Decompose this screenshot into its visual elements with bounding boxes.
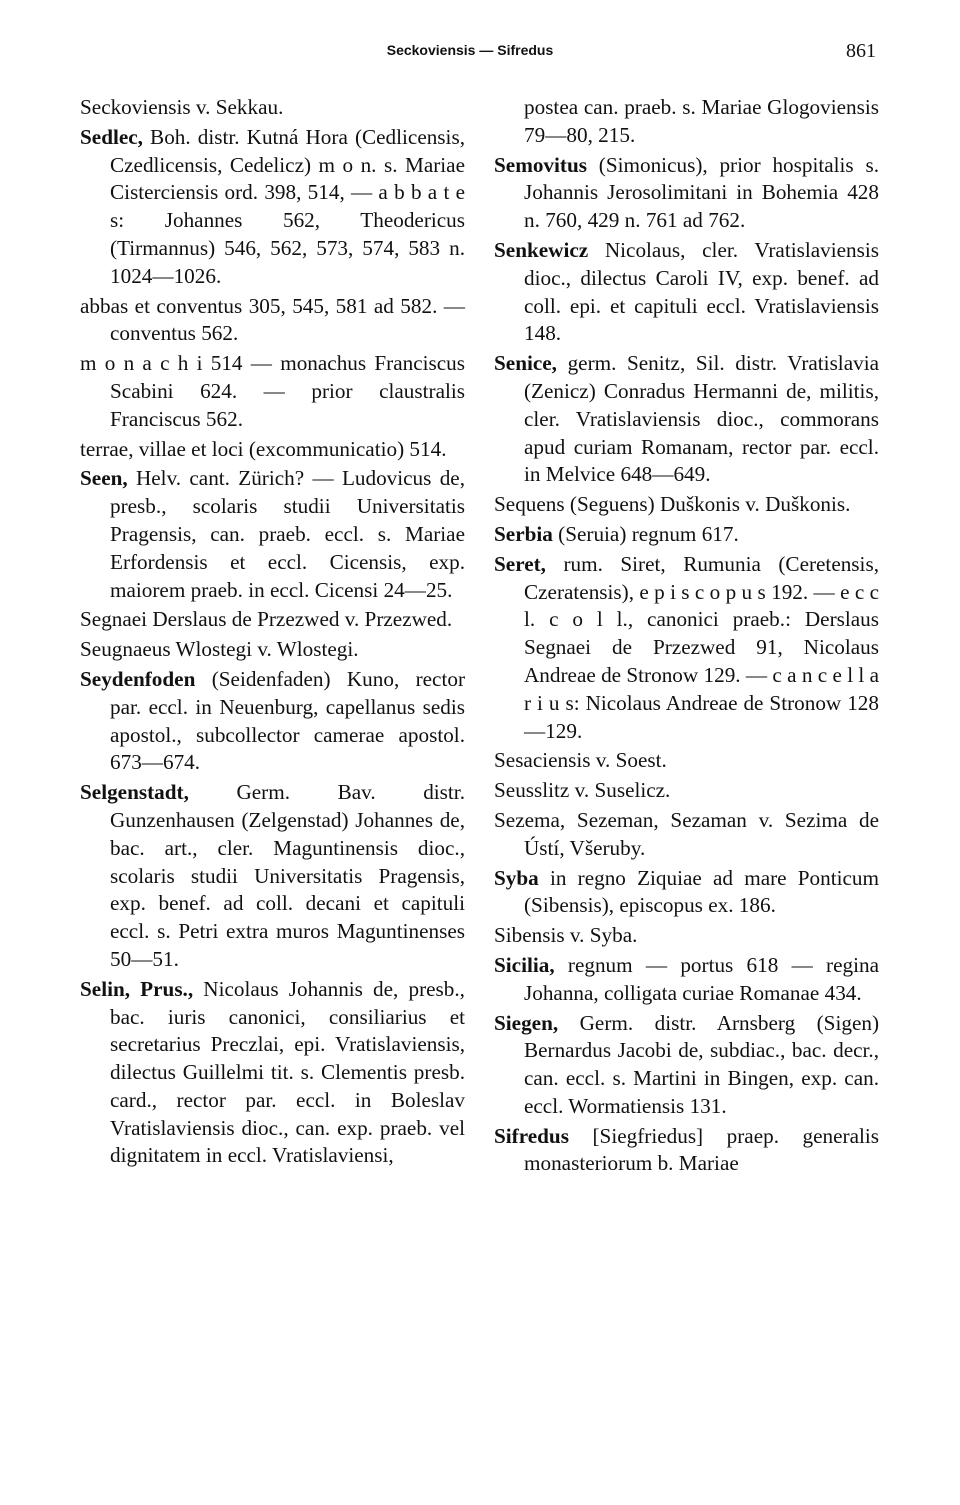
- index-entry: [494, 952, 879, 1008]
- index-entry: [80, 94, 465, 122]
- index-entry: [80, 124, 465, 291]
- index-entry: [494, 1123, 879, 1179]
- entry-text: Helv. cant. Zürich? — Ludovicus de, presb., scolaris studii Universitatis Pragensis, can. praeb. eccl. s. Mariae Erfordensis et eccl. Cicensis, exp. maiorem praeb. in eccl. Cicensi 24—25.: [110, 466, 465, 602]
- index-entry: [80, 350, 465, 433]
- index-entry: [494, 521, 879, 549]
- entry-text: Nicolaus, cler. Vratislaviensis dioc., dilectus Caroli IV, exp. benef. ad coll. epi. et capituli eccl. Vratislaviensis 148.: [524, 237, 879, 346]
- index-entry: [494, 922, 879, 950]
- entry-text: m o n a c h i 514 — monachus Franciscus Scabini 624. — prior claustralis Franciscus 562.: [80, 351, 465, 431]
- entry-lemma: Seret,: [494, 551, 546, 576]
- entry-lemma: Sifredus: [494, 1123, 569, 1148]
- left-column: [80, 94, 465, 1172]
- index-entry: [80, 636, 465, 664]
- entry-text: Germ. distr. Arnsberg (Sigen) Bernardus Jacobi de, subdiac., bac. decr., can. eccl. s. Martini in Bingen, exp. can. eccl. Wormatiensis 131.: [524, 1010, 879, 1118]
- entry-text: Sibensis v. Syba.: [494, 923, 638, 948]
- index-entry: [80, 976, 465, 1171]
- entry-text: postea can. praeb. s. Mariae Glogoviensis 79—80, 215.: [524, 95, 879, 147]
- entry-lemma: Siegen,: [494, 1010, 559, 1035]
- index-entry: [80, 779, 465, 974]
- entry-text: Germ. Bav. distr. Gunzenhausen (Zelgenstad) Johannes de, bac. art., cler. Maguntinensis dioc., scolaris studii Universitatis Pragensis, exp. benef. ad coll. decani et capituli eccl. s. Petri extra muros Maguntinenses 50—51.: [110, 780, 465, 971]
- entry-text: Nicolaus Johannis de, presb., bac. iuris canonici, consiliarius et secretarius Preczlai, epi. Vratislaviensis, dilectus Guillelmi tit. s. Clementis presb. card., rector par. eccl. in Boleslav Vratislaviensis dioc., can. exp. praeb. vel dignitatem in eccl. Vratislaviensi,: [110, 976, 465, 1168]
- index-entry: [494, 491, 879, 519]
- index-entry: [494, 94, 879, 150]
- entry-lemma: Semovitus: [494, 152, 587, 177]
- entry-lemma: Serbia: [494, 521, 553, 546]
- entry-text: Seusslitz v. Suselicz.: [494, 778, 671, 803]
- index-entry: [80, 436, 465, 464]
- entry-lemma: Selgenstadt,: [80, 780, 189, 805]
- entry-text: Sequens (Seguens) Duškonis v. Duškonis.: [494, 492, 851, 517]
- entry-text: Seckoviensis v. Sekkau.: [80, 95, 284, 119]
- right-column: [494, 94, 879, 1180]
- entry-lemma: Sedlec,: [80, 124, 143, 149]
- entry-lemma: Senice,: [494, 351, 557, 376]
- entry-text: (Simonicus), prior hospitalis s. Johannis Jerosolimitani in Bohemia 428 n. 760, 429 n. 761 ad 762.: [524, 152, 879, 233]
- entry-text: regnum — portus 618 — regina Johanna, colligata curiae Romanae 434.: [524, 952, 879, 1005]
- entry-text: terrae, villae et loci (excommunicatio) 514.: [80, 436, 447, 461]
- index-entry: [494, 350, 879, 489]
- entry-text: Sesaciensis v. Soest.: [494, 748, 667, 773]
- index-entry: [80, 293, 465, 349]
- index-entry: [494, 152, 879, 235]
- entry-text: germ. Senitz, Sil. distr. Vratislavia (Zenicz) Conradus Hermanni de, militis, cler. Vratislaviensis dioc., commorans apud curiam Romanam, rector par. eccl. in Melvice 648—649.: [524, 351, 879, 487]
- entry-text: in regno Ziquiae ad mare Ponticum (Sibensis), episcopus ex. 186.: [524, 865, 879, 918]
- entry-text: Segnaei Derslaus de Przezwed v. Przezwed.: [80, 607, 453, 632]
- index-entry: [494, 747, 879, 775]
- index-entry: [494, 237, 879, 348]
- entry-text: Sezema, Sezeman, Sezaman v. Sezima de Ústí, Všeruby.: [494, 807, 879, 860]
- entry-text: rum. Siret, Rumunia (Ceretensis, Czeratensis), e p i s c o p u s 192. — e c c l. c o l l., canonici praeb.: Derslaus Segnaei de Przezwed 91, Nicolaus Andreae de Stronow 129. — c a n c e l l a r i u s: Nicolaus Andreae de Stronow 128—129.: [524, 551, 879, 743]
- index-entry: [80, 606, 465, 634]
- entry-lemma: Seydenfoden: [80, 666, 196, 691]
- entry-text: [Siegfriedus] praep. generalis monasteriorum b. Mariae: [524, 1123, 879, 1176]
- index-entry: [80, 666, 465, 777]
- header-title: Seckoviensis — Sifredus: [386, 42, 554, 58]
- page-number: 861: [846, 40, 876, 62]
- entry-text: (Seidenfaden) Kuno, rector par. eccl. in Neuenburg, capellanus sedis apostol., subcollector camerae apostol. 673—674.: [110, 666, 465, 775]
- entry-text: (Seruia) regnum 617.: [552, 521, 739, 546]
- index-entry: [80, 465, 465, 604]
- entry-lemma: Selin, Prus.,: [80, 976, 194, 1001]
- running-head: [0, 38, 960, 68]
- entry-lemma: Syba: [494, 865, 539, 890]
- index-entry: [494, 807, 879, 863]
- index-entry: [494, 865, 879, 921]
- entry-text: Boh. distr. Kutná Hora (Cedlicensis, Czedlicensis, Cedelicz) m o n. s. Mariae Cisterciensis ord. 398, 514, — a b b a t e s: Johannes 562, Theodericus (Tirmannus) 546, 562, 573, 574, 583 n. 1024—1026.: [110, 124, 465, 288]
- entry-lemma: Seen,: [80, 466, 128, 491]
- entry-lemma: Senkewicz: [494, 237, 589, 262]
- entry-lemma: Sicilia,: [494, 952, 555, 977]
- index-entry: [494, 551, 879, 746]
- index-entry: [494, 777, 879, 805]
- entry-text: Seugnaeus Wlostegi v. Wlostegi.: [80, 637, 359, 662]
- entry-text: abbas et conventus 305, 545, 581 ad 582. — conventus 562.: [80, 293, 465, 346]
- index-entry: [494, 1010, 879, 1121]
